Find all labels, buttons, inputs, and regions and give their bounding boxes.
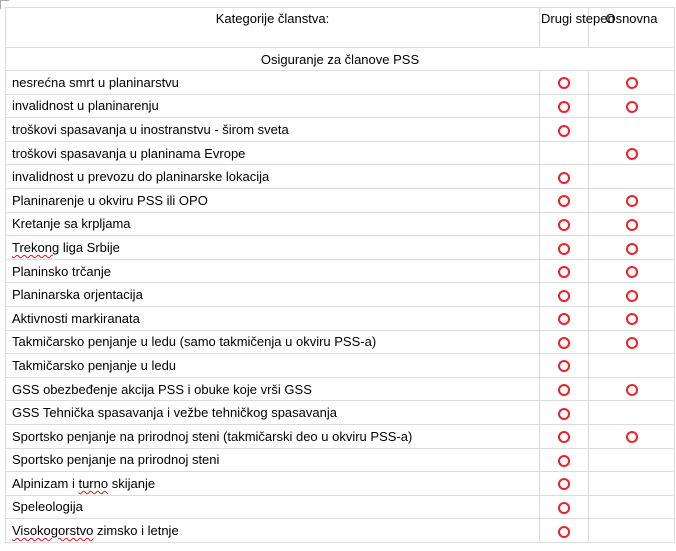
drugi-cell [540, 259, 589, 283]
drugi-cell [540, 94, 589, 118]
red-ring-icon [626, 219, 638, 231]
table-row [6, 519, 675, 543]
spellcheck-word: Visokogorstvo [12, 523, 94, 539]
red-ring-icon [558, 478, 570, 490]
red-ring-icon [558, 243, 570, 255]
section-title: Osiguranje za članove PSS [6, 48, 675, 71]
table-row [6, 283, 675, 307]
osnovna-cell [589, 118, 675, 142]
red-ring-icon [558, 172, 570, 184]
osnovna-cell [589, 330, 675, 354]
table-row [6, 141, 675, 165]
red-ring-icon [558, 455, 570, 467]
red-ring-icon [558, 526, 570, 538]
red-ring-icon [626, 290, 638, 302]
table-row [6, 424, 675, 448]
osnovna-cell [589, 306, 675, 330]
spellcheck-word: turno [78, 475, 109, 491]
red-ring-icon [626, 243, 638, 255]
activity-label: troškovi spasavanja u inostranstvu - širom sveta [6, 118, 540, 142]
osnovna-header: Osnovna [589, 8, 675, 48]
osnovna-cell [589, 165, 675, 189]
osnovna-cell [589, 259, 675, 283]
activity-label: nesrećna smrt u planinarstvu [6, 71, 540, 95]
table-row [6, 401, 675, 425]
drugi-cell [540, 212, 589, 236]
red-ring-icon [558, 195, 570, 207]
drugi-stepen-header: Drugi stepen [540, 8, 589, 48]
table-row [6, 212, 675, 236]
red-ring-icon [558, 77, 570, 89]
table-row [6, 94, 675, 118]
activity-label: GSS Tehnička spasavanja i vežbe tehničkog spasavanja [6, 401, 540, 425]
table-body [6, 8, 675, 543]
red-ring-icon [626, 266, 638, 278]
osnovna-cell [589, 212, 675, 236]
table-row [6, 188, 675, 212]
header-row [6, 8, 675, 48]
activity-label: invalidnost u planinarenju [6, 94, 540, 118]
activity-label: Planinarska orjentacija [6, 283, 540, 307]
osnovna-cell [589, 495, 675, 519]
activity-label: troškovi spasavanja u planinama Evrope [6, 141, 540, 165]
red-ring-icon [626, 337, 638, 349]
red-ring-icon [626, 313, 638, 325]
osnovna-cell [589, 71, 675, 95]
osnovna-cell [589, 283, 675, 307]
drugi-cell [540, 448, 589, 472]
activity-label: Speleologija [6, 495, 540, 519]
table-row [6, 448, 675, 472]
membership-insurance-table [5, 7, 675, 543]
drugi-cell [540, 519, 589, 543]
table-row [6, 495, 675, 519]
activity-label: Aktivnosti markiranata [6, 306, 540, 330]
activity-label: GSS obezbeđenje akcija PSS i obuke koje vrši GSS [6, 377, 540, 401]
drugi-cell [540, 424, 589, 448]
red-ring-icon [558, 337, 570, 349]
red-ring-icon [558, 502, 570, 514]
osnovna-cell [589, 424, 675, 448]
osnovna-cell [589, 377, 675, 401]
osnovna-cell [589, 94, 675, 118]
drugi-cell [540, 165, 589, 189]
activity-label: Visokogorstvo zimsko i letnje [6, 519, 540, 543]
activity-label: invalidnost u prevozu do planinarske lokacija [6, 165, 540, 189]
red-ring-icon [626, 77, 638, 89]
drugi-cell [540, 495, 589, 519]
table-row [6, 71, 675, 95]
osnovna-cell [589, 472, 675, 496]
drugi-cell [540, 141, 589, 165]
red-ring-icon [558, 290, 570, 302]
red-ring-icon [626, 384, 638, 396]
red-ring-icon [558, 431, 570, 443]
section-row [6, 48, 675, 71]
red-ring-icon [558, 219, 570, 231]
drugi-cell [540, 354, 589, 378]
red-ring-icon [626, 195, 638, 207]
activity-label: Kretanje sa krpljama [6, 212, 540, 236]
table-row [6, 306, 675, 330]
red-ring-icon [558, 384, 570, 396]
red-ring-icon [626, 431, 638, 443]
red-ring-icon [558, 125, 570, 137]
drugi-cell [540, 236, 589, 260]
activity-label: Sportsko penjanje na prirodnoj steni [6, 448, 540, 472]
drugi-cell [540, 118, 589, 142]
drugi-cell [540, 401, 589, 425]
drugi-cell [540, 377, 589, 401]
spellcheck-word: Trekong [12, 239, 60, 255]
osnovna-cell [589, 519, 675, 543]
activity-label: Planinsko trčanje [6, 259, 540, 283]
osnovna-cell [589, 354, 675, 378]
red-ring-icon [626, 101, 638, 113]
drugi-cell [540, 330, 589, 354]
drugi-cell [540, 472, 589, 496]
drugi-cell [540, 283, 589, 307]
drugi-cell [540, 71, 589, 95]
osnovna-cell [589, 141, 675, 165]
table-row [6, 236, 675, 260]
table-row [6, 354, 675, 378]
red-ring-icon [558, 313, 570, 325]
activity-label: Sportsko penjanje na prirodnoj steni (takmičarski deo u okviru PSS-a) [6, 424, 540, 448]
drugi-cell [540, 188, 589, 212]
activity-label: Takmičarsko penjanje u ledu [6, 354, 540, 378]
category-header: Kategorije članstva: [6, 8, 540, 48]
osnovna-cell [589, 401, 675, 425]
table-row [6, 259, 675, 283]
activity-label: Takmičarsko penjanje u ledu (samo takmičenja u okviru PSS-a) [6, 330, 540, 354]
activity-label: Alpinizam i turno skijanje [6, 472, 540, 496]
red-ring-icon [558, 360, 570, 372]
drugi-cell [540, 306, 589, 330]
activity-label: Trekong liga Srbije [6, 236, 540, 260]
red-ring-icon [626, 148, 638, 160]
osnovna-cell [589, 448, 675, 472]
table-row [6, 377, 675, 401]
table-row [6, 165, 675, 189]
osnovna-cell [589, 188, 675, 212]
activity-label: Planinarenje u okviru PSS ili OPO [6, 188, 540, 212]
red-ring-icon [558, 408, 570, 420]
table-row [6, 472, 675, 496]
table-row [6, 330, 675, 354]
table-row [6, 118, 675, 142]
red-ring-icon [558, 101, 570, 113]
osnovna-cell [589, 236, 675, 260]
red-ring-icon [558, 266, 570, 278]
